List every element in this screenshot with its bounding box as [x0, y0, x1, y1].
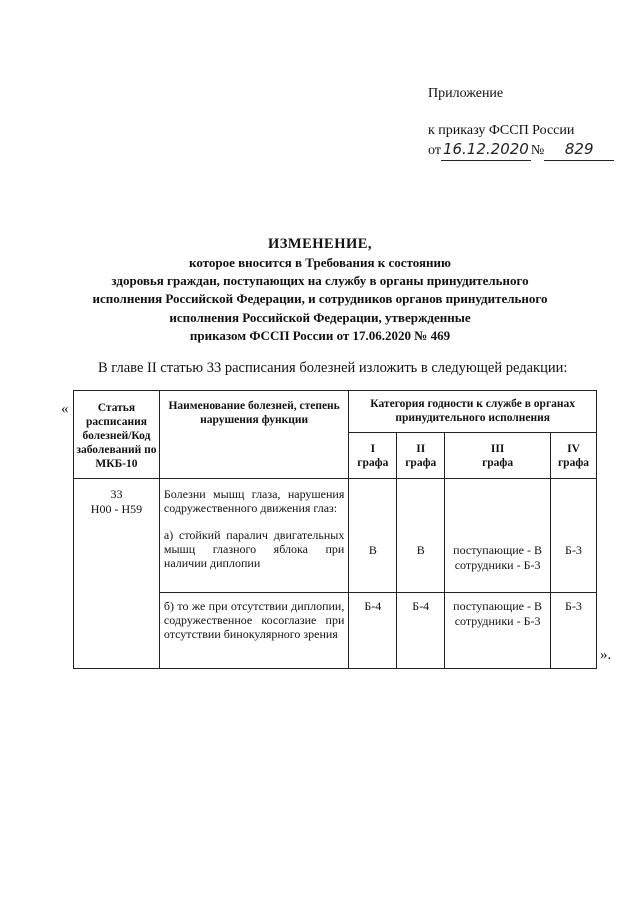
- col-4-number: IV: [567, 442, 580, 455]
- col-1-number: I: [370, 442, 376, 455]
- col-1-label: графа: [357, 456, 389, 469]
- row-b-col-1: Б-4: [349, 593, 397, 669]
- order-line: к приказу ФССП России: [428, 123, 575, 138]
- opening-quote: «: [61, 401, 69, 417]
- row-a-description: [159, 479, 348, 593]
- table-header-row: [74, 391, 597, 433]
- col-4-label: графа: [557, 456, 590, 469]
- header-disease-name: Наименование болезней, степень нарушения функции: [159, 391, 348, 479]
- row-a-col-4: Б-3: [551, 479, 597, 593]
- handwritten-date: 16.12.2020: [442, 140, 529, 158]
- col-3-label: графа: [482, 456, 514, 469]
- document-title: [40, 234, 600, 345]
- header-col-4: [551, 433, 597, 479]
- header-col-3: [445, 433, 551, 479]
- disease-schedule-table: [73, 390, 597, 669]
- row-b-col-4: Б-3: [551, 593, 597, 669]
- header-category: Категория годности к службе в органах принудительного исполнения: [349, 391, 597, 433]
- title-line-3: исполнения Российской Федерации, и сотрудников органов принудительного: [92, 291, 548, 307]
- closing-quote: ».: [600, 647, 612, 663]
- row-b-description: б) то же при отсутствии диплопии, содружественное косоглазие при отсутствии бинокулярного зрения: [159, 593, 348, 669]
- col-3-number: III: [490, 442, 505, 455]
- col-2-number: II: [416, 442, 426, 455]
- order-reference: [428, 121, 614, 161]
- title-line-5: приказом ФССП России от 17.06.2020 № 469: [189, 327, 451, 343]
- title-main: ИЗМЕНЕНИЕ,: [267, 236, 373, 252]
- row-a-col-3-line-1: поступающие - В: [453, 543, 543, 557]
- title-line-1: которое вносится в Требования к состоянию: [189, 255, 451, 270]
- appendix-label: Приложение: [428, 86, 504, 101]
- row-a-col-1: В: [349, 479, 397, 593]
- article-cell: [74, 479, 160, 669]
- header-col-1: [349, 433, 397, 479]
- row-a-col-2: В: [397, 479, 445, 593]
- item-a-text: а) стойкий паралич двигательных мышц глазного яблока при наличии диплопии: [163, 528, 345, 570]
- order-date-line: [428, 140, 614, 161]
- row-a-col-3-line-2: сотрудники - Б-3: [454, 558, 541, 572]
- handwritten-number: 829: [564, 140, 594, 158]
- article-number: 33: [110, 487, 123, 501]
- intro-text: В главе II статью 33 расписания болезней изложить в следующей редакции:: [98, 360, 568, 376]
- table-row: [74, 479, 597, 593]
- row-a-col-3: [445, 479, 551, 593]
- row-b-col-3-line-2: сотрудники - Б-3: [454, 614, 541, 628]
- date-prefix: от: [428, 143, 441, 158]
- row-b-col-3: [445, 593, 551, 669]
- header-col-2: [397, 433, 445, 479]
- description-intro: Болезни мышц глаза, нарушения содружественного движения глаз:: [163, 487, 345, 515]
- article-code: H00 - H59: [90, 502, 143, 516]
- col-2-label: графа: [405, 456, 437, 469]
- header-article: Статья расписания болезней/Код заболеваний по МКБ-10: [74, 391, 160, 479]
- row-b-col-2: Б-4: [397, 593, 445, 669]
- number-sign: №: [530, 143, 545, 158]
- row-b-col-3-line-1: поступающие - В: [453, 599, 543, 613]
- title-line-4: исполнения Российской Федерации, утвержденные: [169, 309, 471, 325]
- title-line-2: здоровья граждан, поступающих на службу в органы принудительного: [111, 273, 529, 289]
